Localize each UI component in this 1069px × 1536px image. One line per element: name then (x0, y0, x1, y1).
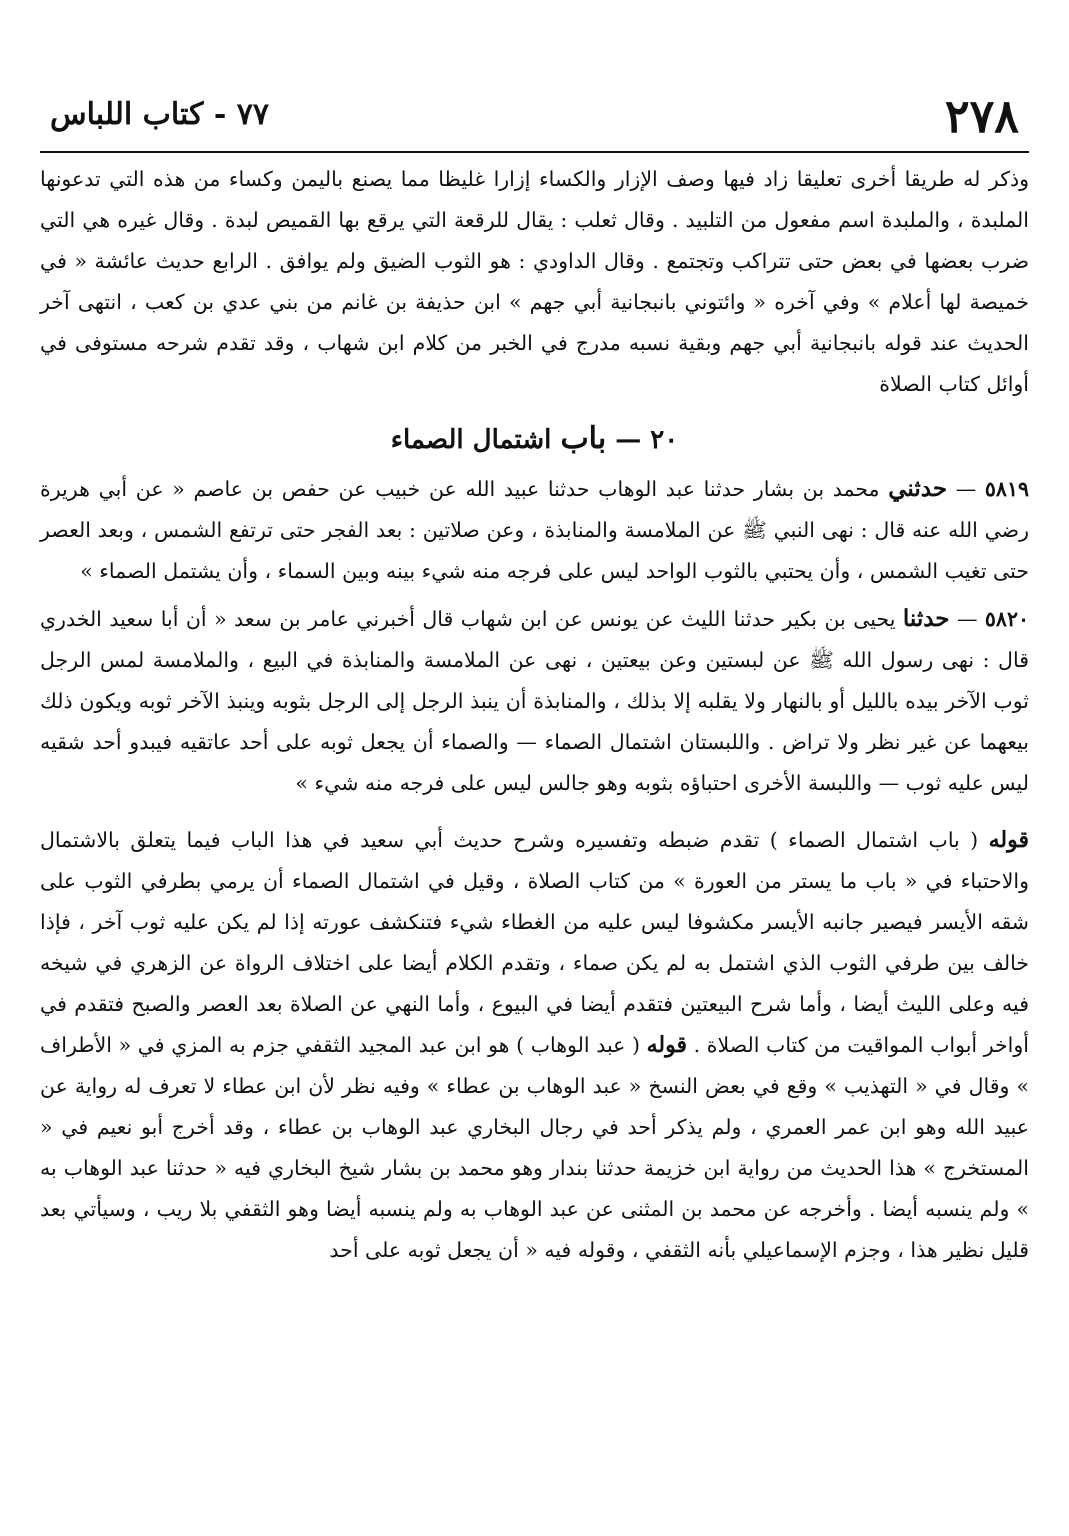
book-title: ٧٧ - كتاب اللباس (50, 97, 269, 132)
commentary-text: ( عبد الوهاب ) هو ابن عبد المجيد الثقفي جزم به المزي في « الأطراف » وقال في « التهذيب » وقع في بعض النسخ « عبد الوهاب بن عطاء » وفيه نظر لأن ابن عطاء لا تعرف له رواية عن عبيد الله وهو ابن عمر العمري ، ولم يذكر أحد في رجال البخاري عبد الوهاب بن عطاء ، وقد أخرج أبو نعيم في « المستخرج » هذا الحديث من رواية ابن خزيمة حدثنا بندار وهو محمد بن بشار شيخ البخاري فيه « حدثنا عبد الوهاب به » ولم ينسبه أيضا . وأخرجه عن محمد بن المثنى عن عبد الوهاب به ولم ينسبه أيضا وهو الثقفي بلا ريب ، وسيأتي بعد قليل نظير هذا ، وجزم الإسماعيلي بأنه الثقفي ، وقوله فيه « أن يجعل ثوبه على أحد (40, 1033, 1029, 1262)
hadith-narration-word: حدثنا (902, 605, 950, 632)
page-number: ٢٧٨ (944, 89, 1019, 143)
hadith-5819 (40, 468, 1029, 592)
commentary-keyword: قوله (646, 1032, 687, 1058)
chapter-title: اشتمال الصماء (390, 425, 552, 455)
hadith-text: يحيى بن بكير حدثنا الليث عن يونس عن ابن شهاب قال أخبرني عامر بن سعد « أن أبا سعيد الخدري قال : نهى رسول الله ﷺ عن لبستين وعن بيعتين ، نهى عن الملامسة والمنابذة في البيع ، والملامسة لمس الرجل ثوب الآخر بيده بالليل أو بالنهار ولا يقلبه إلا بذلك ، والمنابذة أن ينبذ الرجل إلى الرجل بثوبه وينبذ الآخر ثوبه ويكون ذلك بيعهما عن غير نظر ولا تراض . واللبستان اشتمال الصماء — والصماء أن يجعل ثوبه على أحد عاتقيه فيبدو أحد شقيه ليس عليه ثوب — واللبسة الأخرى احتباؤه بثوبه وهو جالس ليس على فرجه منه شيء » (40, 607, 1029, 795)
hadith-number: ٥٨٢٠ (984, 607, 1029, 631)
page-header (40, 89, 1029, 153)
hadith-number: ٥٨١٩ (984, 477, 1029, 501)
chapter-number: ٢٠ (650, 425, 679, 455)
commentary-text: ( باب اشتمال الصماء ) تقدم ضبطه وتفسيره وشرح حديث أبي سعيد في هذا الباب فيما يتعلق بالاشتمال والاحتباء في « باب ما يستر من العورة » من كتاب الصلاة ، وقيل في اشتمال الصماء أن يرمي بطرفي الثوب على شقه الأيسر فيصير جانبه الأيسر مكشوفا ليس عليه من الغطاء شيء فتنكشف عورته إذا لم يكن عليه ثوب آخر ، فإذا خالف بين طرفي الثوب الذي اشتمل به لم يكن صماء ، وتقدم الكلام أيضا على اختلاف الرواة عن الزهري في شيخه فيه وعلى الليث أيضا ، وأما شرح البيعتين فتقدم أيضا في البيوع ، وأما النهي عن الصلاة بعد العصر والصبح فتقدم في أواخر أبواب المواقيت من كتاب الصلاة . (40, 828, 1029, 1057)
hadith-5820 (40, 598, 1029, 804)
intro-paragraph: وذكر له طريقا أخرى تعليقا زاد فيها وصف الإزار والكساء إزارا غليظا مما يصنع باليمن وكساء من هذه التي تدعونها الملبدة ، والملبدة اسم مفعول من التلبيد . وقال ثعلب : يقال للرقعة التي يرقع بها القميص لبدة . وقال غيره هي التي ضرب بعضها في بعض حتى تتراكب وتجتمع . وقال الداودي : هو الثوب الضيق ولم يوافق . الرابع حديث عائشة « في خميصة لها أعلام » وفي آخره « وائتوني بانبجانية أبي جهم » ابن حذيفة بن غانم من بني عدي بن كعب ، انتهى آخر الحديث عند قوله بانبجانية أبي جهم وبقية نسبه مدرج في الخبر من كلام ابن شهاب ، وقد تقدم شرحه مستوفى في أوائل كتاب الصلاة (40, 167, 1029, 396)
commentary-paragraph (40, 820, 1029, 1271)
commentary-keyword: قوله (988, 827, 1029, 853)
chapter-dash: — (615, 425, 642, 455)
chapter-word: باب (560, 421, 607, 456)
hadith-dash: — (955, 477, 977, 501)
hadith-text: محمد بن بشار حدثنا عبد الوهاب حدثنا عبيد الله عن خبيب عن حفص بن عاصم « عن أبي هريرة رضي الله عنه قال : نهى النبي ﷺ عن الملامسة والمنابذة ، وعن صلاتين : بعد الفجر حتى ترتفع الشمس ، وبعد العصر حتى تغيب الشمس ، وأن يحتبي بالثوب الواحد ليس على فرجه منه شيء بينه وبين السماء ، وأن يشتمل الصماء » (40, 477, 1029, 583)
hadith-narration-word: حدثني (888, 475, 948, 502)
chapter-heading (40, 421, 1029, 456)
hadith-dash: — (956, 607, 978, 631)
